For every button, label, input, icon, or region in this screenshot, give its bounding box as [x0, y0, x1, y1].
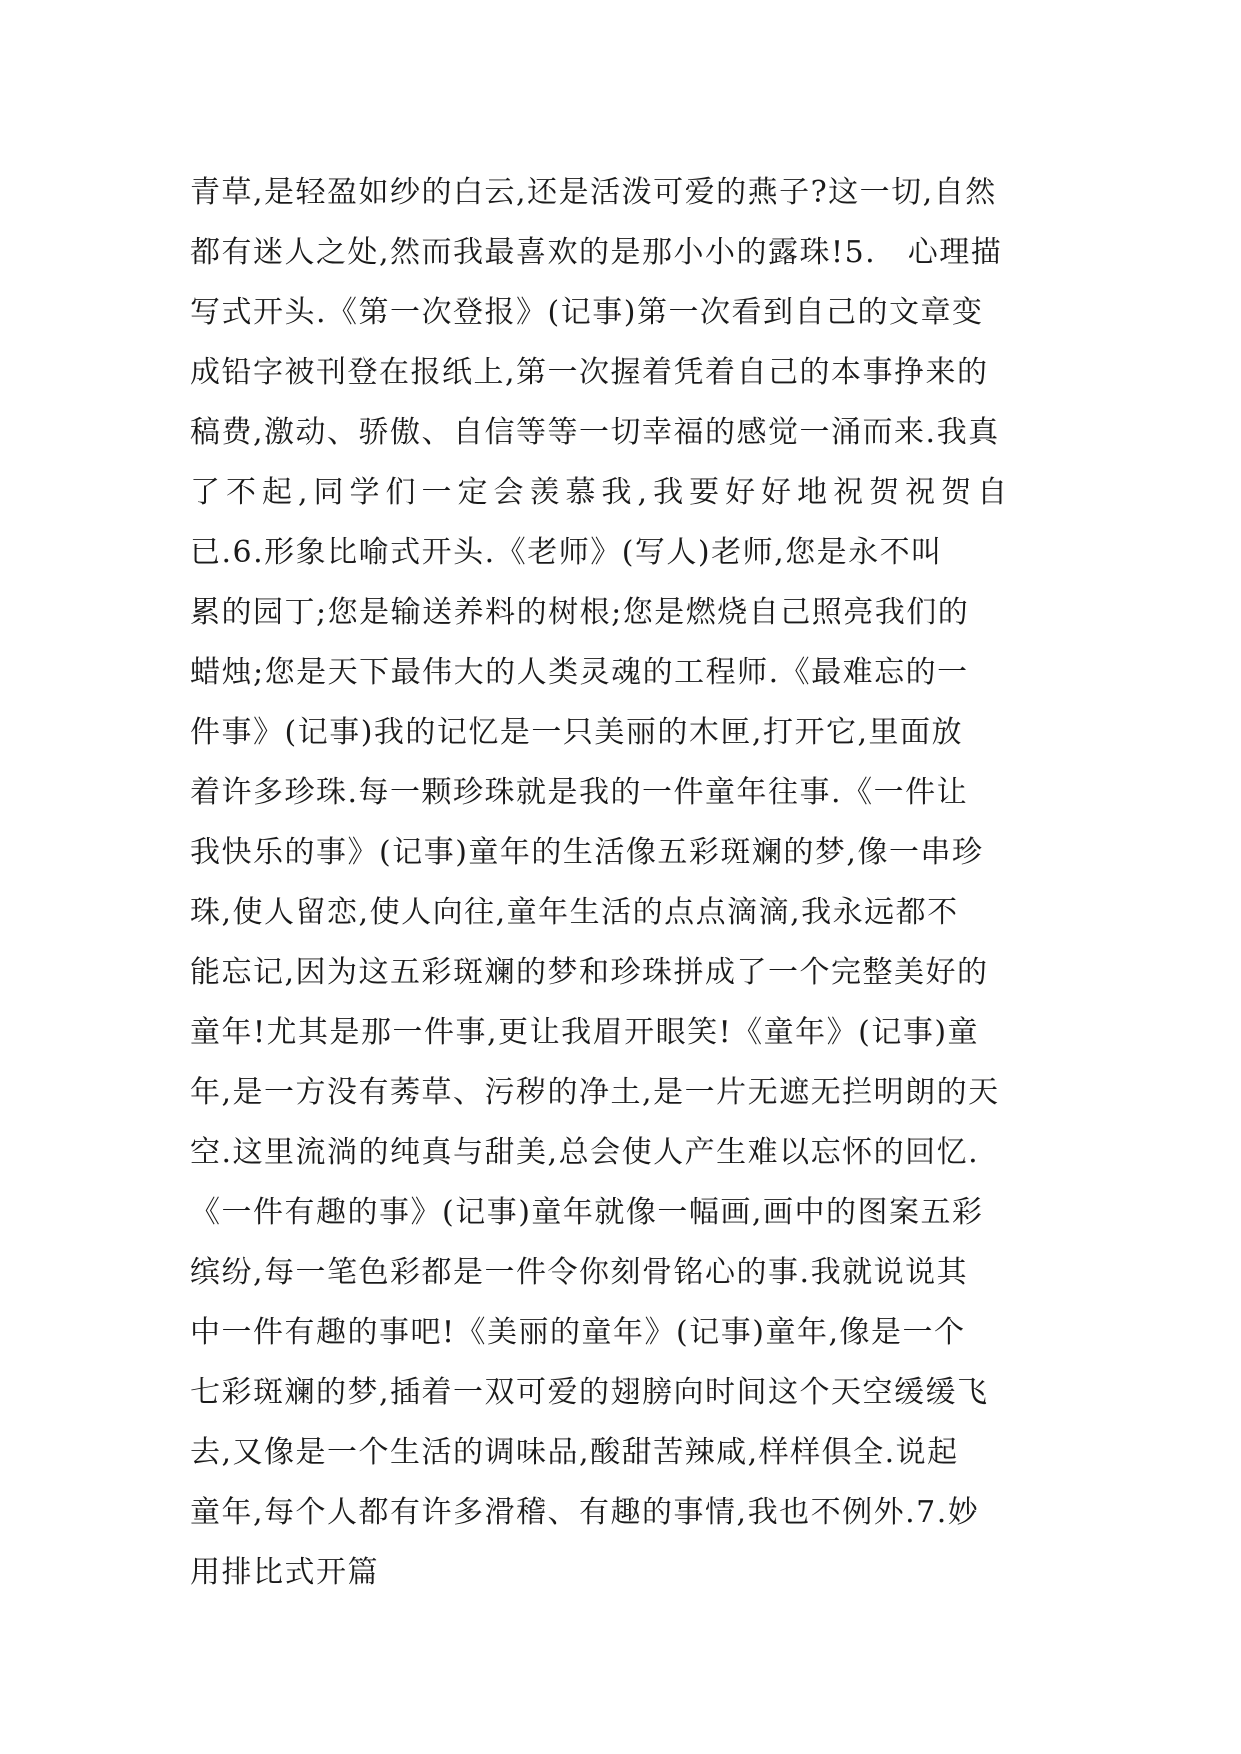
text-line: 七彩斑斓的梦,插着一双可爱的翅膀向时间这个天空缓缓飞	[190, 1375, 989, 1410]
text-line: 珠,使人留恋,使人向往,童年生活的点点滴滴,我永远都不	[190, 895, 959, 930]
text-line: 年,是一方没有莠草、污秽的净土,是一片无遮无拦明朗的天	[190, 1075, 1000, 1110]
text-line: 空.这里流淌的纯真与甜美,总会使人产生难以忘怀的回忆.	[190, 1135, 980, 1170]
text-line: 我快乐的事》(记事)童年的生活像五彩斑斓的梦,像一串珍	[190, 835, 984, 870]
text-line: 了不起,同学们一定会羡慕我,我要好好地祝贺祝贺自	[190, 475, 1014, 510]
text-line: 已.6.形象比喻式开头.《老师》(写人)老师,您是永不叫	[190, 535, 943, 570]
text-line: 稿费,激动、骄傲、自信等等一切幸福的感觉一涌而来.我真	[190, 415, 1000, 450]
body-text	[190, 163, 1050, 1603]
text-line: 能忘记,因为这五彩斑斓的梦和珍珠拼成了一个完整美好的	[190, 955, 989, 990]
text-line: 《一件有趣的事》(记事)童年就像一幅画,画中的图案五彩	[190, 1195, 984, 1230]
text-line: 去,又像是一个生活的调味品,酸甜苦辣咸,样样俱全.说起	[190, 1435, 959, 1470]
text-line: 缤纷,每一笔色彩都是一件令你刻骨铭心的事.我就说说其	[190, 1255, 969, 1290]
text-line: 童年!尤其是那一件事,更让我眉开眼笑!《童年》(记事)童	[190, 1015, 980, 1050]
text-line: 用排比式开篇	[190, 1555, 379, 1590]
text-line: 累的园丁;您是输送养料的树根;您是燃烧自己照亮我们的	[190, 595, 970, 630]
text-line: 件事》(记事)我的记忆是一只美丽的木匣,打开它,里面放	[190, 715, 963, 750]
text-line: 写式开头.《第一次登报》(记事)第一次看到自己的文章变	[190, 295, 984, 330]
text-line: 青草,是轻盈如纱的白云,还是活泼可爱的燕子?这一切,自然	[190, 175, 997, 210]
text-line: 都有迷人之处,然而我最喜欢的是那小小的露珠!5. 心理描	[190, 235, 1003, 270]
text-line: 中一件有趣的事吧!《美丽的童年》(记事)童年,像是一个	[190, 1315, 966, 1350]
text-line: 童年,每个人都有许多滑稽、有趣的事情,我也不例外.7.妙	[190, 1495, 980, 1530]
text-line: 蜡烛;您是天下最伟大的人类灵魂的工程师.《最难忘的一	[190, 655, 969, 690]
text-line: 成铅字被刊登在报纸上,第一次握着凭着自己的本事挣来的	[190, 355, 989, 390]
text-line: 着许多珍珠.每一颗珍珠就是我的一件童年往事.《一件让	[190, 775, 969, 810]
